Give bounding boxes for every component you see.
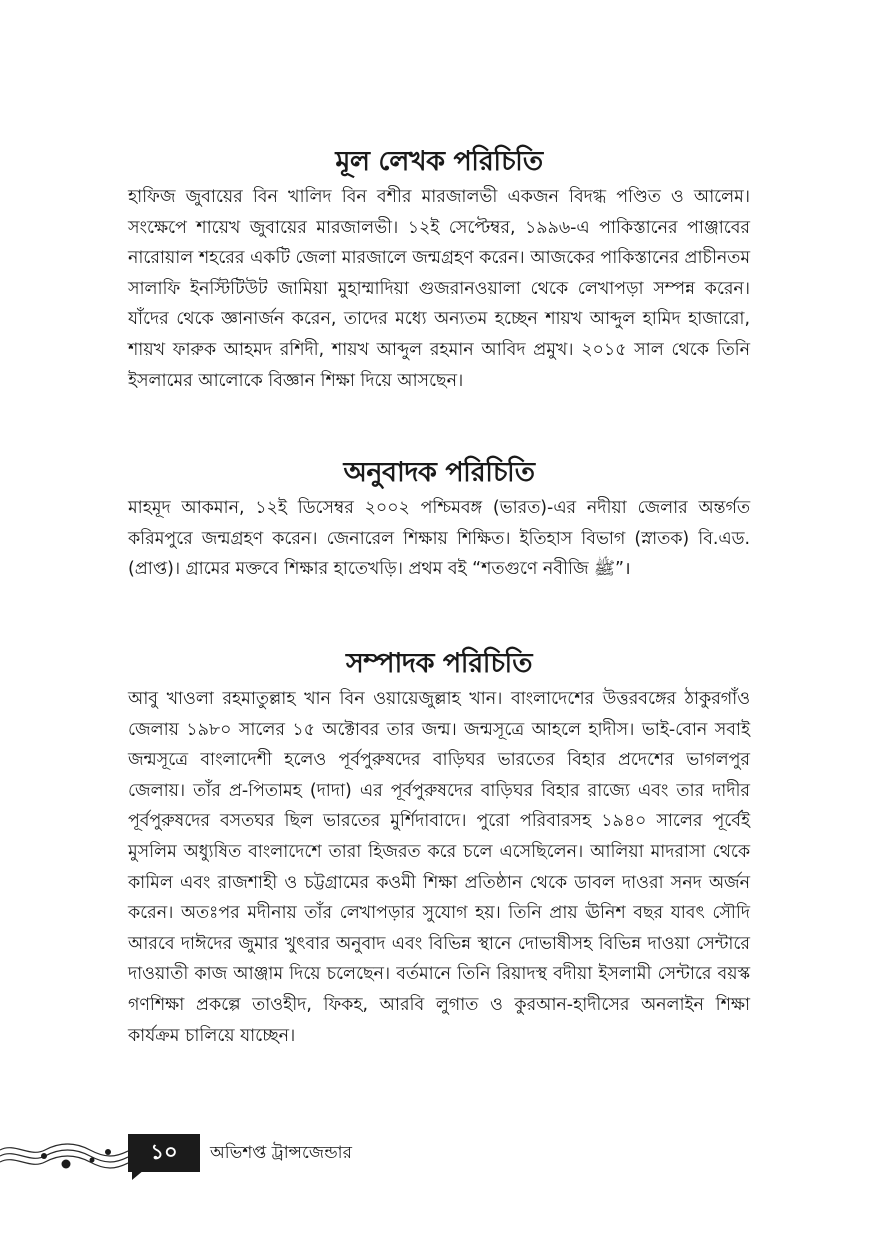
page-number-badge-tail [132, 1170, 144, 1180]
author-intro-text: হাফিজ জুবায়ের বিন খালিদ বিন বশীর মারজালভী একজন বিদগ্ধ পণ্ডিত ও আলেম। সংক্ষেপে শায়েখ জুবায়ের মারজালভী। ১২ই সেপ্টেম্বর, ১৯৯৬-এ পাকিস্তানের পাঞ্জাবের নারোয়াল শহরের একটি জেলা মারজালে জন্মগ্রহণ করেন। আজকের পাকিস্তানের প্রাচীনতম সালাফি ইনস্টিটিউট জামিয়া মুহাম্মাদিয়া গুজরানওয়ালা থেকে লেখাপড়া সম্পন্ন করেন। যাঁদের থেকে জ্ঞানার্জন করেন, তাদের মধ্যে অন্যতম হচ্ছেন শায়খ আব্দুল হামিদ হাজারো, শায়খ ফারুক আহমদ রশিদী, শায়খ আব্দুল রহমান আবিদ প্রমুখ। ২০১৫ সাল থেকে তিনি ইসলামের আলোকে বিজ্ঞান শিক্ষা দিয়ে আসছেন। [128, 187, 750, 391]
translator-intro-text: মাহমূদ আকমান, ১২ই ডিসেম্বর ২০০২ পশ্চিমবঙ্গ (ভারত)-এর নদীয়া জেলার অন্তর্গত করিমপুরে জন্মগ্রহণ করেন। জেনারেল শিক্ষায় শিক্ষিত। ইতিহাস বিভাগ (স্নাতক) বি.এড. (প্রাপ্ত)। গ্রামের মক্তবে শিক্ষার হাতেখড়ি। প্রথম বই “শতগুণে নবীজি ﷺ”। [128, 498, 750, 580]
page-number-badge: ১০ [128, 1134, 200, 1172]
wave-ornament-icon [0, 1136, 130, 1176]
author-intro-section [128, 142, 750, 396]
running-book-title: অভিশপ্ত ট্রান্সজেন্ডার [210, 1143, 352, 1163]
editor-intro-text: আবু খাওলা রহমাতুল্লাহ খান বিন ওয়ায়েজুল্লাহ খান। বাংলাদেশের উত্তরবঙ্গের ঠাকুরগাঁও জেলায় ১৯৮০ সালের ১৫ অক্টোবর তার জন্ম। জন্মসূত্রে আহলে হাদীস। ভাই-বোন সবাই জন্মসূত্রে বাংলাদেশী হলেও পূর্বপুরুষদের বাড়িঘর ভারতের বিহার প্রদেশের ভাগলপুর জেলায়। তাঁর প্র-পিতামহ (দাদা) এর পূর্বপুরুষদের বাড়িঘর বিহার রাজ্যে এবং তার দাদীর পূর্বপুরুষদের বসতঘর ছিল ভারতের মুর্শিদাবাদে। পুরো পরিবারসহ ১৯৪০ সালের পূর্বেই মুসলিম অধ্যুষিত বাংলাদেশে তারা হিজরত করে চলে এসেছিলেন। আলিয়া মাদরাসা থেকে কামিল এবং রাজশাহী ও চট্টগ্রামের কওমী শিক্ষা প্রতিষ্ঠান থেকে ডাবল দাওরা সনদ অর্জন করেন। অতঃপর মদীনায় তাঁর লেখাপড়ার সুযোগ হয়। তিনি প্রায় ঊনিশ বছর যাবৎ সৌদি আরবে দাঈদের জুমার খুৎবার অনুবাদ এবং বিভিন্ন স্থানে দোভাষীসহ বিভিন্ন দাওয়া সেন্টারে দাওয়াতী কাজ আঞ্জাম দিয়ে চলেছেন। বর্তমানে তিনি রিয়াদস্থ বদীয়া ইসলামী সেন্টারে বয়স্ক গণশিক্ষা প্রকল্পে তাওহীদ, ফিকহ, আরবি লুগাত ও কুরআন-হাদীসের অনলাইন শিক্ষা কার্যক্রম চালিয়ে যাচ্ছেন। [128, 689, 750, 1046]
editor-intro-heading: সম্পাদক পরিচিতি [345, 648, 533, 679]
page-footer [0, 1130, 878, 1190]
translator-intro-section [128, 453, 750, 585]
author-intro-heading: মূল লেখক পরিচিতি [335, 146, 543, 177]
translator-intro-heading: অনুবাদক পরিচিতি [343, 457, 535, 488]
editor-intro-section [128, 644, 750, 1051]
